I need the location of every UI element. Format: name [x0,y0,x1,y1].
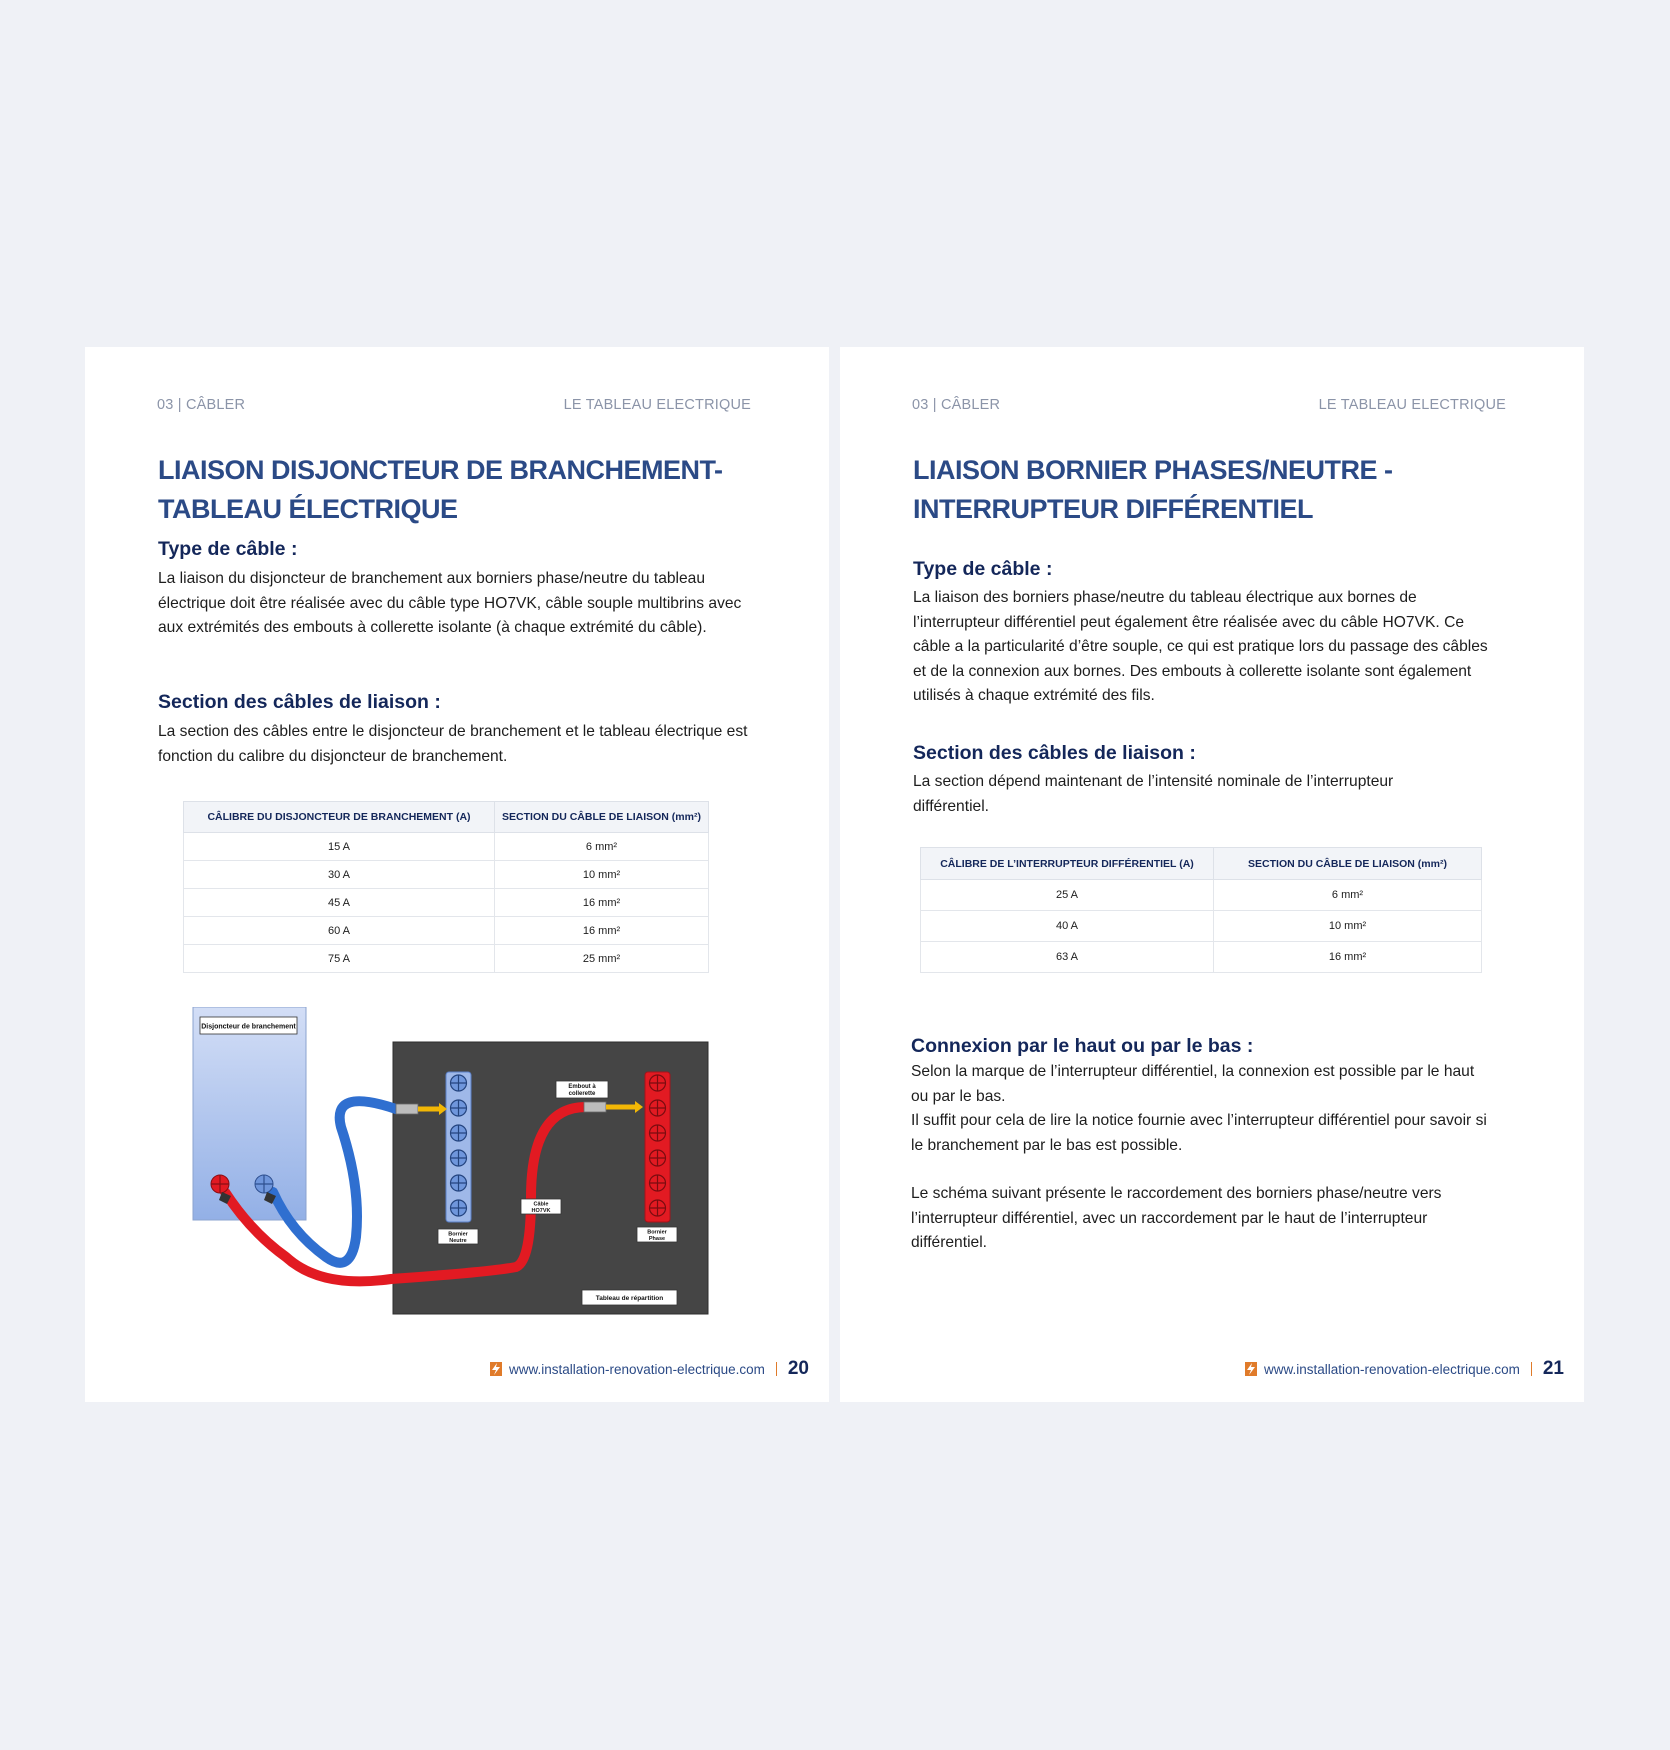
table-cell: 6 mm² [495,833,709,861]
connection-text-1: Selon la marque de l’interrupteur différentiel, la connexion est possible par le haut ou par le bas. [911,1063,1475,1105]
cable-type-text: La liaison du disjoncteur de branchement aux borniers phase/neutre du tableau électrique doit être réalisée avec du câble type HO7VK, câble souple multibrins avec aux extrémités des embouts à collerette isolante (à chaque extrémité du câble). [158,570,742,636]
phase-label-line2: Phase [648,1236,666,1242]
table-row [184,889,709,917]
connection-heading: Connexion par le haut ou par le bas : [911,1035,1254,1057]
ferrule-neutral [396,1104,418,1114]
table-header-cell: SECTION DU CÂBLE DE LIAISON (mm²) [1214,848,1482,880]
table-cell: 10 mm² [495,861,709,889]
running-header-chapter: 03 | CÂBLER [157,397,246,413]
page-right [840,347,1584,1402]
page-footer [1245,1358,1564,1380]
section-text: La section des câbles entre le disjoncteur de branchement et le tableau électrique est fonction du calibre du disjoncteur de branchement. [158,723,748,765]
table-cell: 75 A [184,945,495,973]
table-cell: 45 A [184,889,495,917]
page-title-line2: INTERRUPTEUR DIFFÉRENTIEL [913,494,1314,524]
page-number: 20 [787,1358,809,1379]
table-row [921,880,1482,911]
footer-url[interactable]: www.installation-renovation-electrique.com [508,1361,765,1377]
neutral-label-line1: Bornier [448,1231,468,1238]
breaker-box [193,1007,306,1220]
page-title [158,451,758,529]
running-header-chapter: 03 | CÂBLER [912,397,1001,413]
running-header-section: LE TABLEAU ELECTRIQUE [563,397,751,413]
ferrule-label-line1: Embout à [568,1084,596,1090]
table-cell: 16 mm² [495,917,709,945]
page-left [85,347,829,1402]
table-cell: 30 A [184,861,495,889]
page-title-line2: TABLEAU ÉLECTRIQUE [158,494,458,524]
breaker-section-table [183,801,709,973]
table-cell: 15 A [184,833,495,861]
table-header-cell: CÂLIBRE DE L’INTERRUPTEUR DIFFÉRENTIEL (A) [921,848,1214,880]
page-title [913,451,1513,529]
table-cell: 25 A [921,880,1214,911]
cable-label-line1: Câble [533,1201,549,1208]
table-row [184,945,709,973]
breaker-label: Disjoncteur de branchement [201,1023,296,1031]
ferrule-phase [584,1102,606,1112]
logo-icon [1245,1362,1257,1376]
cable-type-heading: Type de câble : [158,538,298,560]
table-header-cell: SECTION DU CÂBLE DE LIAISON (mm²) [495,802,709,833]
table-header-row [184,802,709,833]
footer-divider [776,1362,777,1376]
table-row [184,833,709,861]
table-cell: 25 mm² [495,945,709,973]
page-number: 21 [1542,1358,1564,1379]
cable-type-text: La liaison des borniers phase/neutre du tableau électrique aux bornes de l’interrupteur différentiel peut également être réalisée avec du câble HO7VK. Ce câble a la particularité d’être souple, ce qui est pratique lors du passage des câbles et de la connexion aux bornes. Des embouts à collerette isolante sont également utilisés à chaque extrémité des fils. [913,589,1488,704]
cable-type-heading: Type de câble : [913,558,1053,580]
page-title-line1: LIAISON DISJONCTEUR DE BRANCHEMENT- [158,455,723,485]
table-cell: 63 A [921,942,1214,973]
footer-divider [1531,1362,1532,1376]
logo-icon [490,1362,502,1376]
table-cell: 60 A [184,917,495,945]
rcd-section-table [920,847,1482,973]
panel-label: Tableau de répartition [595,1295,664,1302]
phase-label-line1: Bornier [647,1229,667,1236]
running-header-section: LE TABLEAU ELECTRIQUE [1318,397,1506,413]
cable-label-line2: HO7VK [531,1208,551,1214]
table-row [921,911,1482,942]
table-cell: 6 mm² [1214,880,1482,911]
section-heading: Section des câbles de liaison : [158,691,441,713]
section-heading: Section des câbles de liaison : [913,742,1196,764]
neutral-label-line2: Neutre [449,1238,467,1244]
connection-text-3: Le schéma suivant présente le raccordement des borniers phase/neutre vers l’interrupteur différentiel, avec un raccordement par le haut de l’interrupteur différentiel. [911,1185,1442,1251]
table-cell: 40 A [921,911,1214,942]
page-footer [490,1358,809,1380]
table-cell: 10 mm² [1214,911,1482,942]
footer-url[interactable]: www.installation-renovation-electrique.com [1263,1361,1520,1377]
table-row [921,942,1482,973]
ferrule-label-line2: collerette [568,1091,596,1097]
table-header-cell: CÂLIBRE DU DISJONCTEUR DE BRANCHEMENT (A) [184,802,495,833]
table-cell: 16 mm² [1214,942,1482,973]
section-text: La section dépend maintenant de l’intensité nominale de l’interrupteur différentiel. [913,773,1394,815]
wiring-diagram [191,1007,721,1337]
connection-text-2: Il suffit pour cela de lire la notice fournie avec l’interrupteur différentiel pour savoir si le branchement par le bas est possible. [911,1112,1487,1154]
table-row [184,917,709,945]
table-row [184,861,709,889]
table-cell: 16 mm² [495,889,709,917]
table-header-row [921,848,1482,880]
page-title-line1: LIAISON BORNIER PHASES/NEUTRE - [913,455,1393,485]
